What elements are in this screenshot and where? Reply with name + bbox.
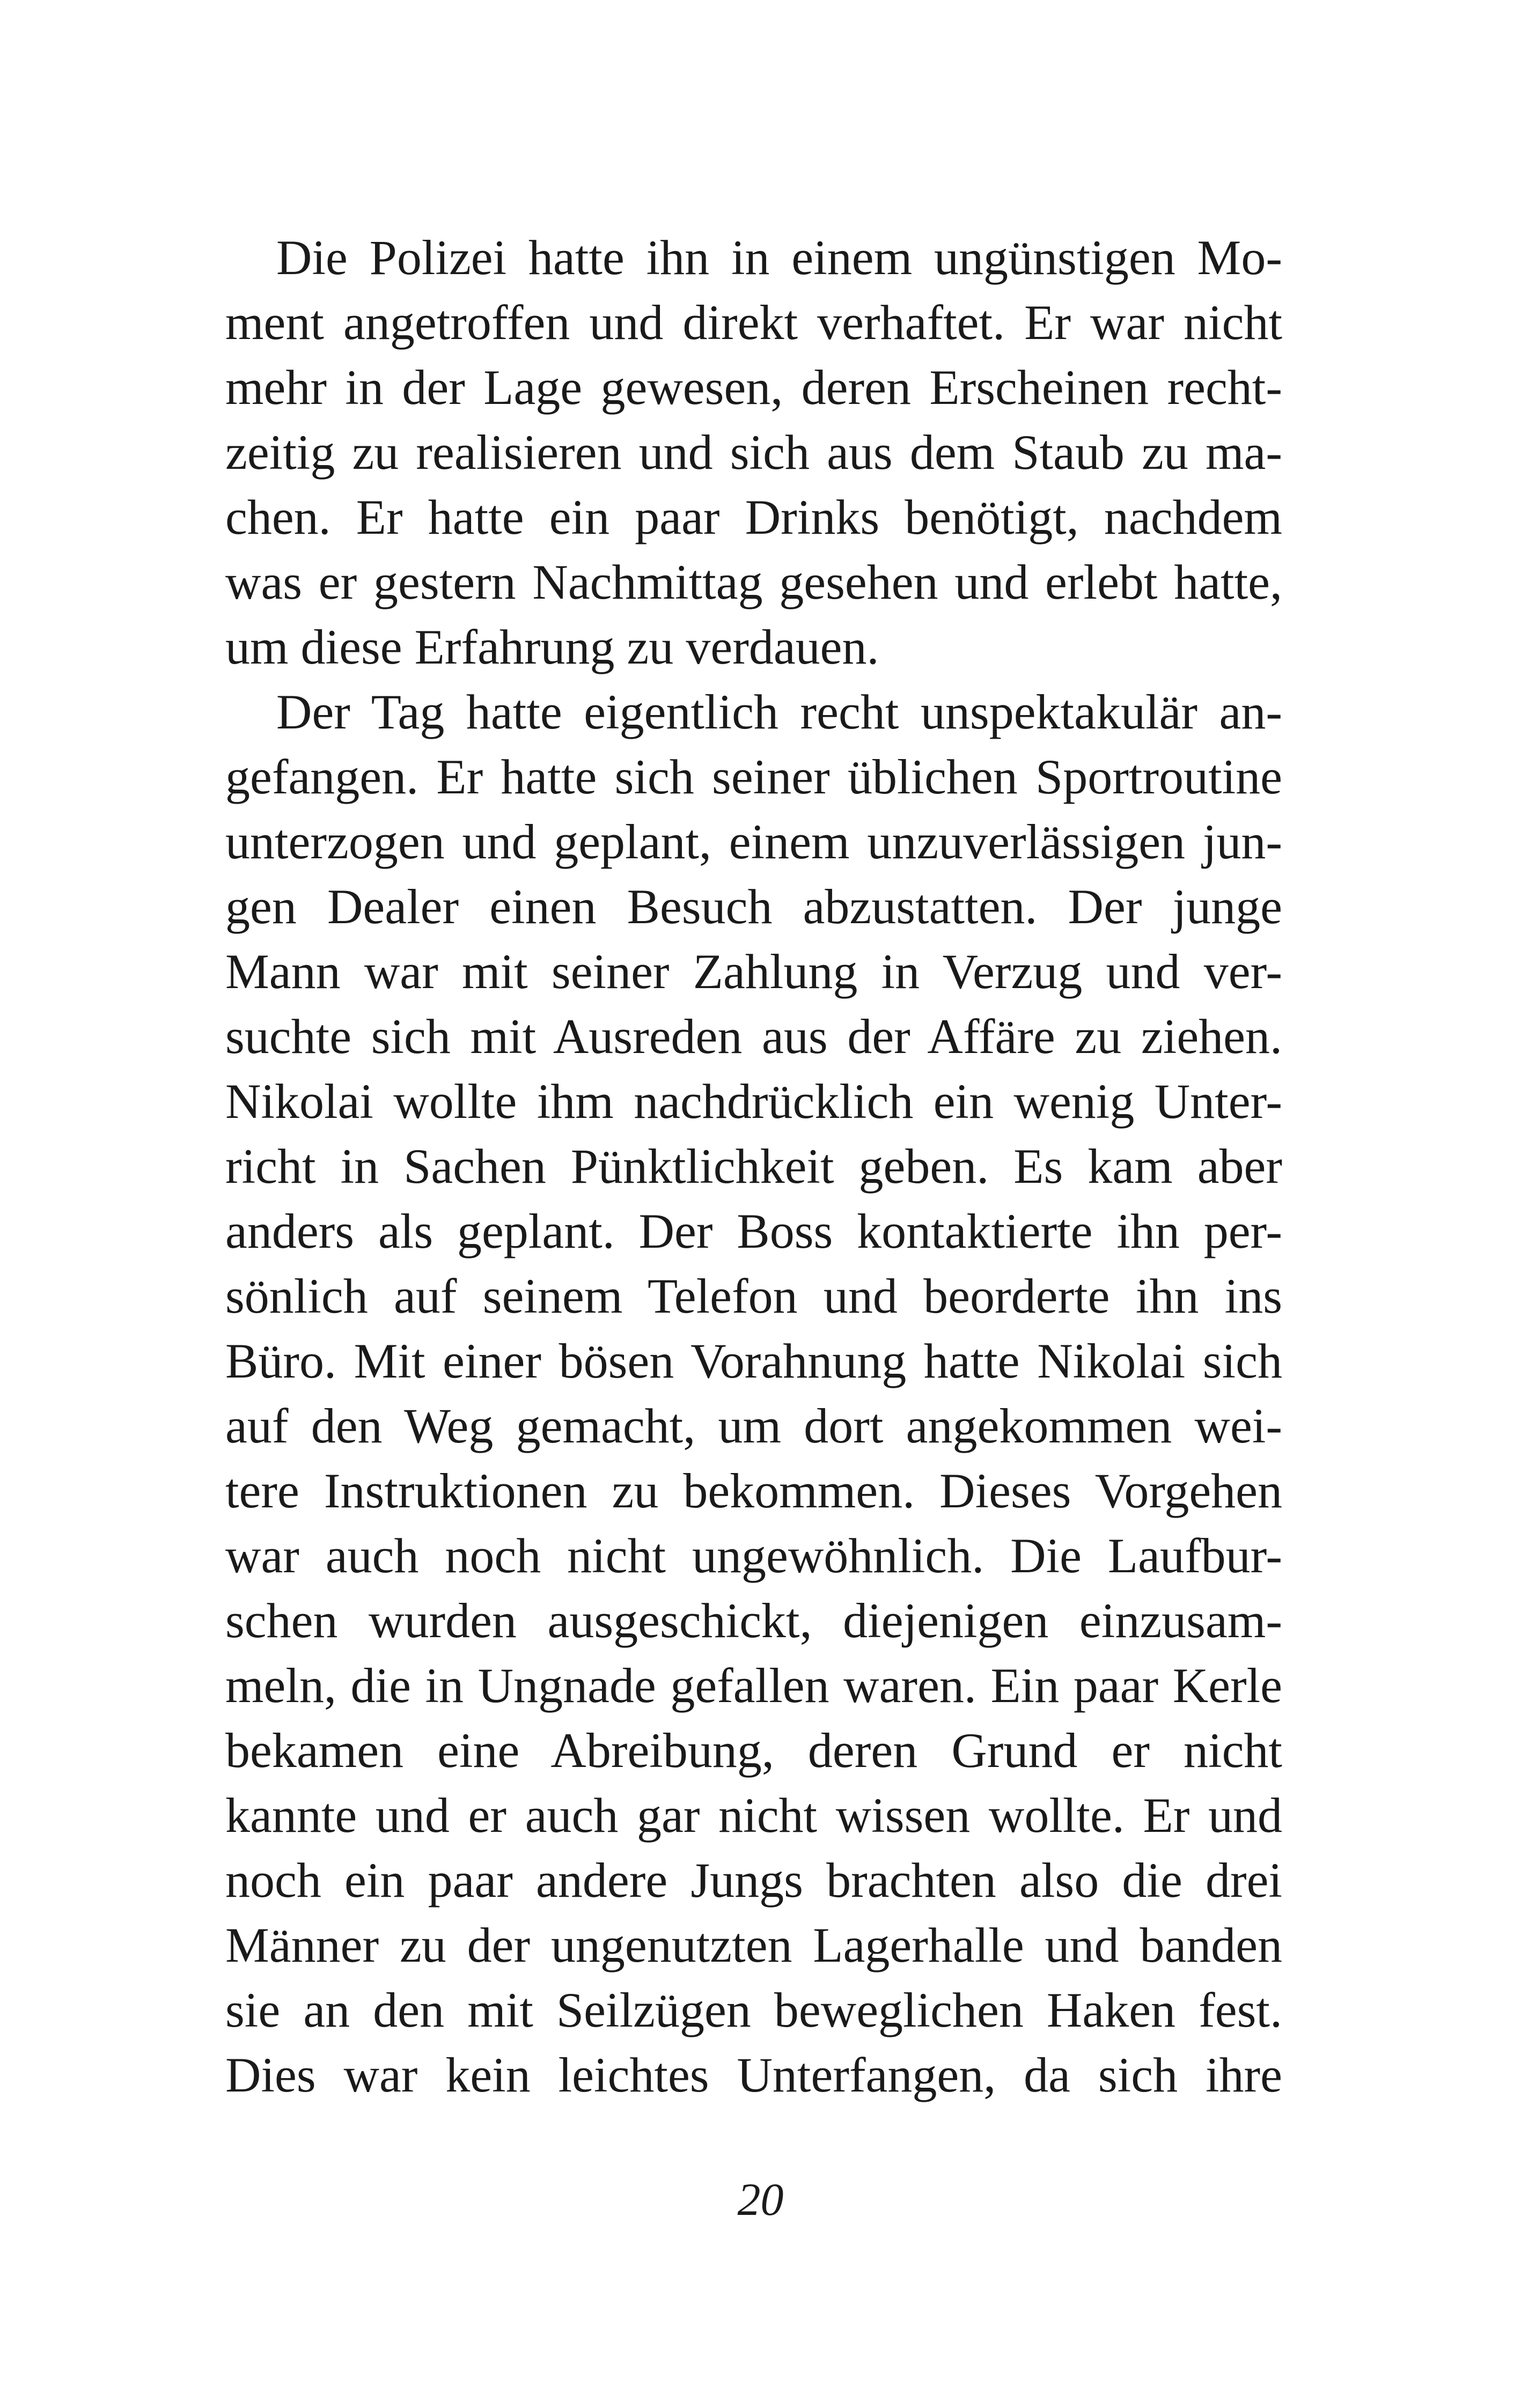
text-line: unterzogen und geplant, einem unzuverlässigen jun-: [225, 814, 1282, 869]
text-line: meln, die in Ungnade gefallen waren. Ein paar Kerle: [225, 1658, 1282, 1713]
text-line: Dies war kein leichtes Unterfangen, da sich ihre: [225, 2048, 1282, 2102]
text-line: um diese Erfahrung zu verdauen.: [225, 620, 879, 674]
text-line: war auch noch nicht ungewöhnlich. Die Laufbur-: [225, 1528, 1282, 1583]
text-line: sönlich auf seinem Telefon und beorderte ihn ins: [225, 1269, 1282, 1323]
text-line: noch ein paar andere Jungs brachten also die drei: [225, 1853, 1282, 1908]
text-line: Männer zu der ungenutzten Lagerhalle und banden: [225, 1918, 1282, 1972]
text-line: suchte sich mit Ausreden aus der Affäre zu ziehen.: [225, 1009, 1282, 1064]
page-number: 20: [737, 2174, 784, 2225]
text-line: auf den Weg gemacht, um dort angekommen wei-: [225, 1398, 1282, 1453]
text-line: gefangen. Er hatte sich seiner üblichen Sportroutine: [225, 749, 1282, 804]
text-line: gen Dealer einen Besuch abzustatten. Der junge: [225, 879, 1282, 934]
text-line: schen wurden ausgeschickt, diejenigen einzusam-: [225, 1593, 1282, 1648]
text-line: bekamen eine Abreibung, deren Grund er nicht: [225, 1723, 1282, 1778]
text-line: Mann war mit seiner Zahlung in Verzug und ver-: [225, 944, 1282, 999]
text-line: tere Instruktionen zu bekommen. Dieses Vorgehen: [225, 1463, 1282, 1518]
text-line: mehr in der Lage gewesen, deren Erscheinen recht-: [225, 360, 1282, 415]
text-line: sie an den mit Seilzügen beweglichen Haken fest.: [225, 1983, 1282, 2037]
text-line: Der Tag hatte eigentlich recht unspektakulär an-: [276, 684, 1282, 739]
text-line: anders als geplant. Der Boss kontaktierte ihn per-: [225, 1204, 1282, 1258]
text-line: Nikolai wollte ihm nachdrücklich ein wenig Unter-: [225, 1074, 1282, 1129]
text-line: Büro. Mit einer bösen Vorahnung hatte Nikolai sich: [225, 1334, 1282, 1388]
text-line: ment angetroffen und direkt verhaftet. Er war nicht: [225, 295, 1282, 350]
text-line: zeitig zu realisieren und sich aus dem Staub zu ma-: [225, 425, 1282, 480]
text-line: Die Polizei hatte ihn in einem ungünstigen Mo-: [276, 230, 1282, 285]
text-line: richt in Sachen Pünktlichkeit geben. Es kam aber: [225, 1139, 1282, 1194]
text-line: chen. Er hatte ein paar Drinks benötigt, nachdem: [225, 490, 1282, 544]
text-line: kannte und er auch gar nicht wissen wollte. Er und: [225, 1788, 1282, 1843]
body-text: [225, 225, 1282, 2108]
text-line: was er gestern Nachmittag gesehen und erlebt hatte,: [225, 555, 1282, 609]
